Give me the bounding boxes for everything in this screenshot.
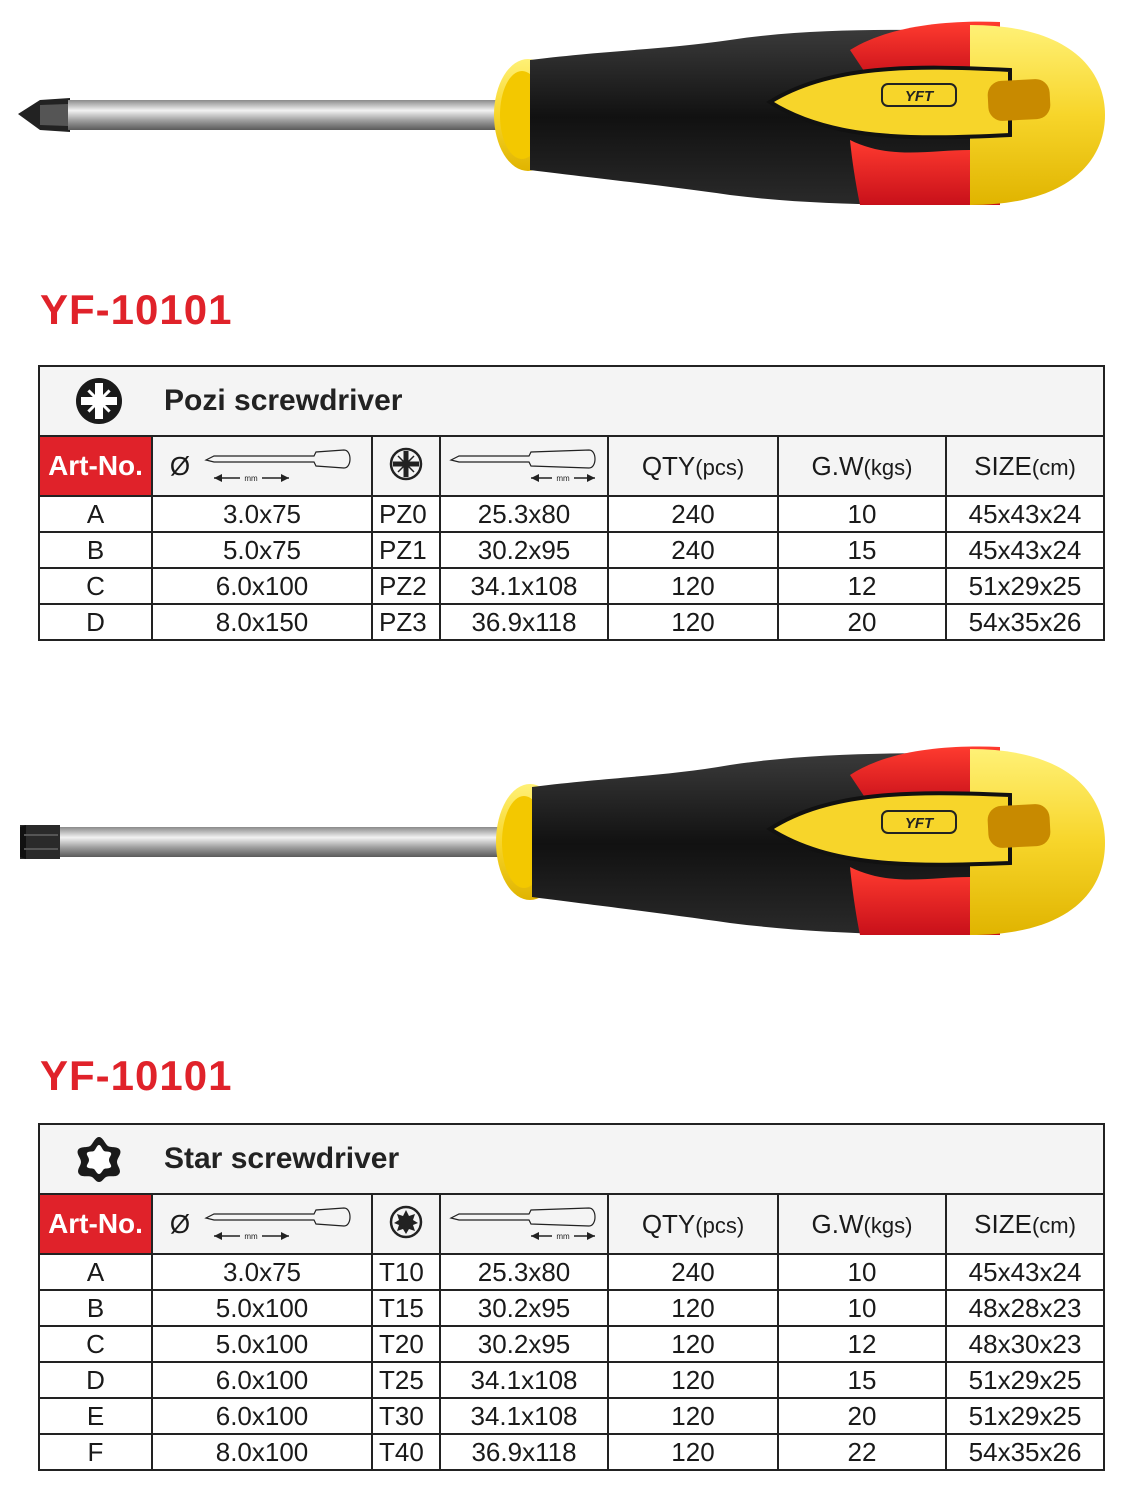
size-header: SIZE(cm) [946, 1194, 1104, 1254]
pozi-spec-table [38, 365, 1105, 641]
bit-length-cell: 25.3x80 [440, 1254, 608, 1290]
art-no-cell: F [39, 1434, 152, 1470]
table-row [39, 1398, 1104, 1434]
qty-cell: 120 [608, 1434, 778, 1470]
art-no-cell: C [39, 568, 152, 604]
size-cell: 54x35x26 [946, 604, 1104, 640]
table-row [39, 568, 1104, 604]
diameter-cell: 3.0x75 [152, 496, 372, 532]
svg-text:YFT: YFT [904, 815, 934, 832]
gw-header: G.W(kgs) [778, 1194, 946, 1254]
pozi-screwdriver-image [10, 10, 1120, 220]
diameter-cell: 6.0x100 [152, 1362, 372, 1398]
size-cell: 45x43x24 [946, 532, 1104, 568]
diameter-cell: 5.0x100 [152, 1290, 372, 1326]
bit-length-cell: 34.1x108 [440, 568, 608, 604]
screwdriver-length-icon [204, 1204, 354, 1244]
bit-length-cell: 25.3x80 [440, 496, 608, 532]
gw-cell: 15 [778, 532, 946, 568]
qty-cell: 240 [608, 496, 778, 532]
table-row [39, 532, 1104, 568]
art-no-header: Art-No. [39, 1194, 152, 1254]
tip-code-cell: PZ3 [372, 604, 440, 640]
diameter-cell: 8.0x100 [152, 1434, 372, 1470]
diameter-header [152, 436, 372, 496]
art-no-cell: A [39, 496, 152, 532]
svg-text:mm: mm [244, 1232, 258, 1241]
art-no-cell: D [39, 604, 152, 640]
model-number: YF-10101 [40, 1052, 233, 1099]
star-screwdriver-image [10, 735, 1120, 950]
tip-code-cell: PZ0 [372, 496, 440, 532]
size-cell: 51x29x25 [946, 1362, 1104, 1398]
size-cell: 54x35x26 [946, 1434, 1104, 1470]
size-cell: 51x29x25 [946, 1398, 1104, 1434]
bit-length-cell: 30.2x95 [440, 1326, 608, 1362]
gw-cell: 20 [778, 604, 946, 640]
screwdriver-length-icon [449, 446, 599, 486]
qty-cell: 120 [608, 1398, 778, 1434]
table-row [39, 1326, 1104, 1362]
art-no-cell: C [39, 1326, 152, 1362]
table-row [39, 496, 1104, 532]
tip-code-cell: T30 [372, 1398, 440, 1434]
art-no-cell: B [39, 532, 152, 568]
tip-code-cell: T25 [372, 1362, 440, 1398]
table-title: Star screwdriver [164, 1142, 400, 1175]
qty-header: QTY(pcs) [608, 1194, 778, 1254]
gw-cell: 10 [778, 1290, 946, 1326]
pozi-icon [74, 376, 124, 426]
bit-length-header [440, 436, 608, 496]
svg-text:mm: mm [556, 1232, 570, 1241]
diameter-cell: 3.0x75 [152, 1254, 372, 1290]
gw-cell: 15 [778, 1362, 946, 1398]
diameter-cell: 5.0x100 [152, 1326, 372, 1362]
size-cell: 48x30x23 [946, 1326, 1104, 1362]
diameter-cell: 8.0x150 [152, 604, 372, 640]
tip-code-cell: PZ1 [372, 532, 440, 568]
diameter-header [152, 1194, 372, 1254]
art-no-header: Art-No. [39, 436, 152, 496]
model-number: YF-10101 [40, 286, 233, 333]
diameter-cell: 6.0x100 [152, 1398, 372, 1434]
diameter-symbol: Ø [169, 451, 191, 481]
qty-cell: 240 [608, 1254, 778, 1290]
brand-logo [882, 811, 956, 833]
gw-cell: 10 [778, 1254, 946, 1290]
size-cell: 45x43x24 [946, 1254, 1104, 1290]
qty-cell: 240 [608, 532, 778, 568]
table-row [39, 1290, 1104, 1326]
torx-tip-icon [388, 1204, 424, 1240]
diameter-cell: 6.0x100 [152, 568, 372, 604]
size-cell: 48x28x23 [946, 1290, 1104, 1326]
qty-cell: 120 [608, 1362, 778, 1398]
svg-text:mm: mm [244, 474, 258, 483]
gw-cell: 20 [778, 1398, 946, 1434]
gw-cell: 12 [778, 568, 946, 604]
star-spec-table [38, 1123, 1105, 1471]
gw-header: G.W(kgs) [778, 436, 946, 496]
qty-cell: 120 [608, 1290, 778, 1326]
svg-text:YFT: YFT [904, 88, 934, 105]
bit-length-cell: 34.1x108 [440, 1398, 608, 1434]
bit-length-header [440, 1194, 608, 1254]
qty-cell: 120 [608, 1326, 778, 1362]
table-row [39, 1434, 1104, 1470]
bit-length-cell: 30.2x95 [440, 1290, 608, 1326]
table-row [39, 1362, 1104, 1398]
gw-cell: 22 [778, 1434, 946, 1470]
tip-code-cell: T20 [372, 1326, 440, 1362]
diameter-symbol: Ø [169, 1209, 191, 1239]
bit-length-cell: 36.9x118 [440, 604, 608, 640]
bit-length-cell: 34.1x108 [440, 1362, 608, 1398]
art-no-cell: A [39, 1254, 152, 1290]
torx-star-icon [74, 1134, 124, 1184]
brand-logo [882, 84, 956, 106]
tip-type-header [372, 436, 440, 496]
size-header: SIZE(cm) [946, 436, 1104, 496]
bit-length-cell: 36.9x118 [440, 1434, 608, 1470]
bit-length-cell: 30.2x95 [440, 532, 608, 568]
diameter-cell: 5.0x75 [152, 532, 372, 568]
art-no-cell: E [39, 1398, 152, 1434]
svg-text:mm: mm [556, 474, 570, 483]
size-cell: 51x29x25 [946, 568, 1104, 604]
tip-code-cell: T40 [372, 1434, 440, 1470]
tip-type-header [372, 1194, 440, 1254]
table-row [39, 604, 1104, 640]
table-heading [39, 1124, 1104, 1194]
qty-cell: 120 [608, 604, 778, 640]
qty-header: QTY(pcs) [608, 436, 778, 496]
table-heading [39, 366, 1104, 436]
tip-code-cell: T15 [372, 1290, 440, 1326]
tip-code-cell: T10 [372, 1254, 440, 1290]
gw-cell: 12 [778, 1326, 946, 1362]
pozi-tip-icon [388, 446, 424, 482]
art-no-cell: D [39, 1362, 152, 1398]
screwdriver-length-icon [204, 446, 354, 486]
qty-cell: 120 [608, 568, 778, 604]
art-no-cell: B [39, 1290, 152, 1326]
table-title: Pozi screwdriver [164, 384, 403, 417]
screwdriver-length-icon [449, 1204, 599, 1244]
gw-cell: 10 [778, 496, 946, 532]
tip-code-cell: PZ2 [372, 568, 440, 604]
size-cell: 45x43x24 [946, 496, 1104, 532]
table-row [39, 1254, 1104, 1290]
